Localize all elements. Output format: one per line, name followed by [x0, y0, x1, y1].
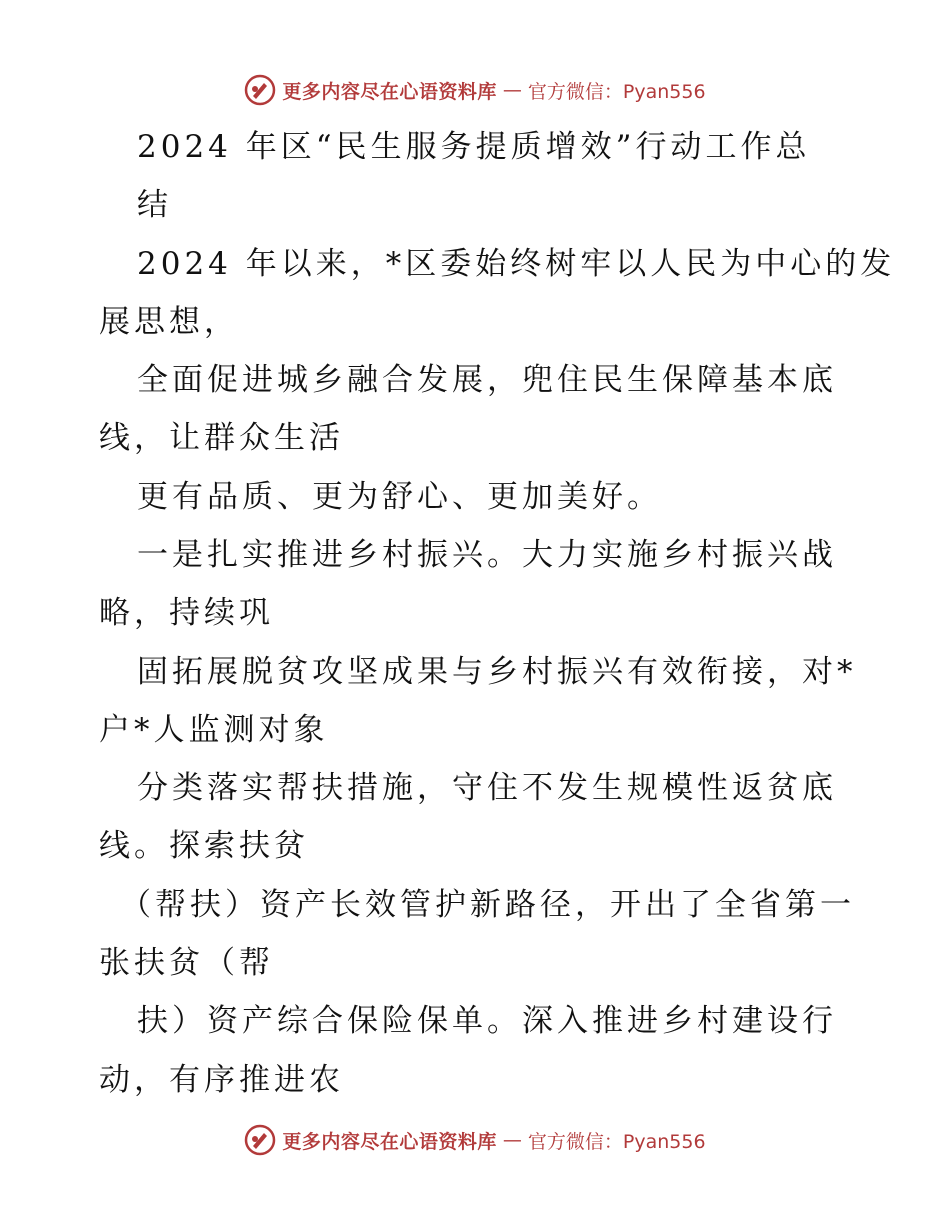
text-line: 2024 年以来，*区委始终树牢以人民为中心的发	[137, 246, 896, 282]
text-line: 户*人监测对象	[99, 712, 329, 748]
text-line: 线。探索扶贫	[99, 828, 309, 864]
footer-watermark	[0, 1120, 950, 1160]
text-line: 更有品质、更为舒心、更加美好。	[137, 479, 662, 515]
text-line: 固拓展脱贫攻坚成果与乡村振兴有效衔接，对*	[137, 654, 857, 690]
text-line: 展思想，	[99, 304, 239, 340]
text-line: 分类落实帮扶措施，守住不发生规模性返贫底	[137, 770, 837, 806]
watermark-contact-text: 官方微信：Pyan556	[527, 1130, 706, 1153]
text-line: 一是扎实推进乡村振兴。大力实施乡村振兴战	[137, 537, 837, 573]
logo-icon	[244, 74, 276, 106]
header-watermark	[0, 70, 950, 110]
watermark-site-text: 更多内容尽在心语资料库	[282, 1130, 497, 1153]
watermark-separator: —	[502, 1129, 522, 1151]
document-title-line-2: 结	[137, 187, 172, 223]
text-line: （帮扶）资产长效管护新路径，开出了全省第一	[120, 887, 855, 923]
text-line: 线，让群众生活	[99, 420, 344, 456]
text-line: 全面促进城乡融合发展，兜住民生保障基本底	[137, 362, 837, 398]
text-line: 动，有序推进农	[99, 1062, 344, 1098]
logo-icon	[244, 1124, 276, 1156]
text-line: 略，持续巩	[99, 595, 274, 631]
document-title-line-1: 2024 年区“民生服务提质增效”行动工作总	[137, 129, 811, 165]
text-line: 扶）资产综合保险保单。深入推进乡村建设行	[137, 1003, 837, 1039]
watermark-separator: —	[502, 79, 522, 101]
watermark-contact-text: 官方微信：Pyan556	[527, 80, 706, 103]
watermark-site-text: 更多内容尽在心语资料库	[282, 80, 497, 103]
text-line: 张扶贫（帮	[99, 945, 274, 981]
